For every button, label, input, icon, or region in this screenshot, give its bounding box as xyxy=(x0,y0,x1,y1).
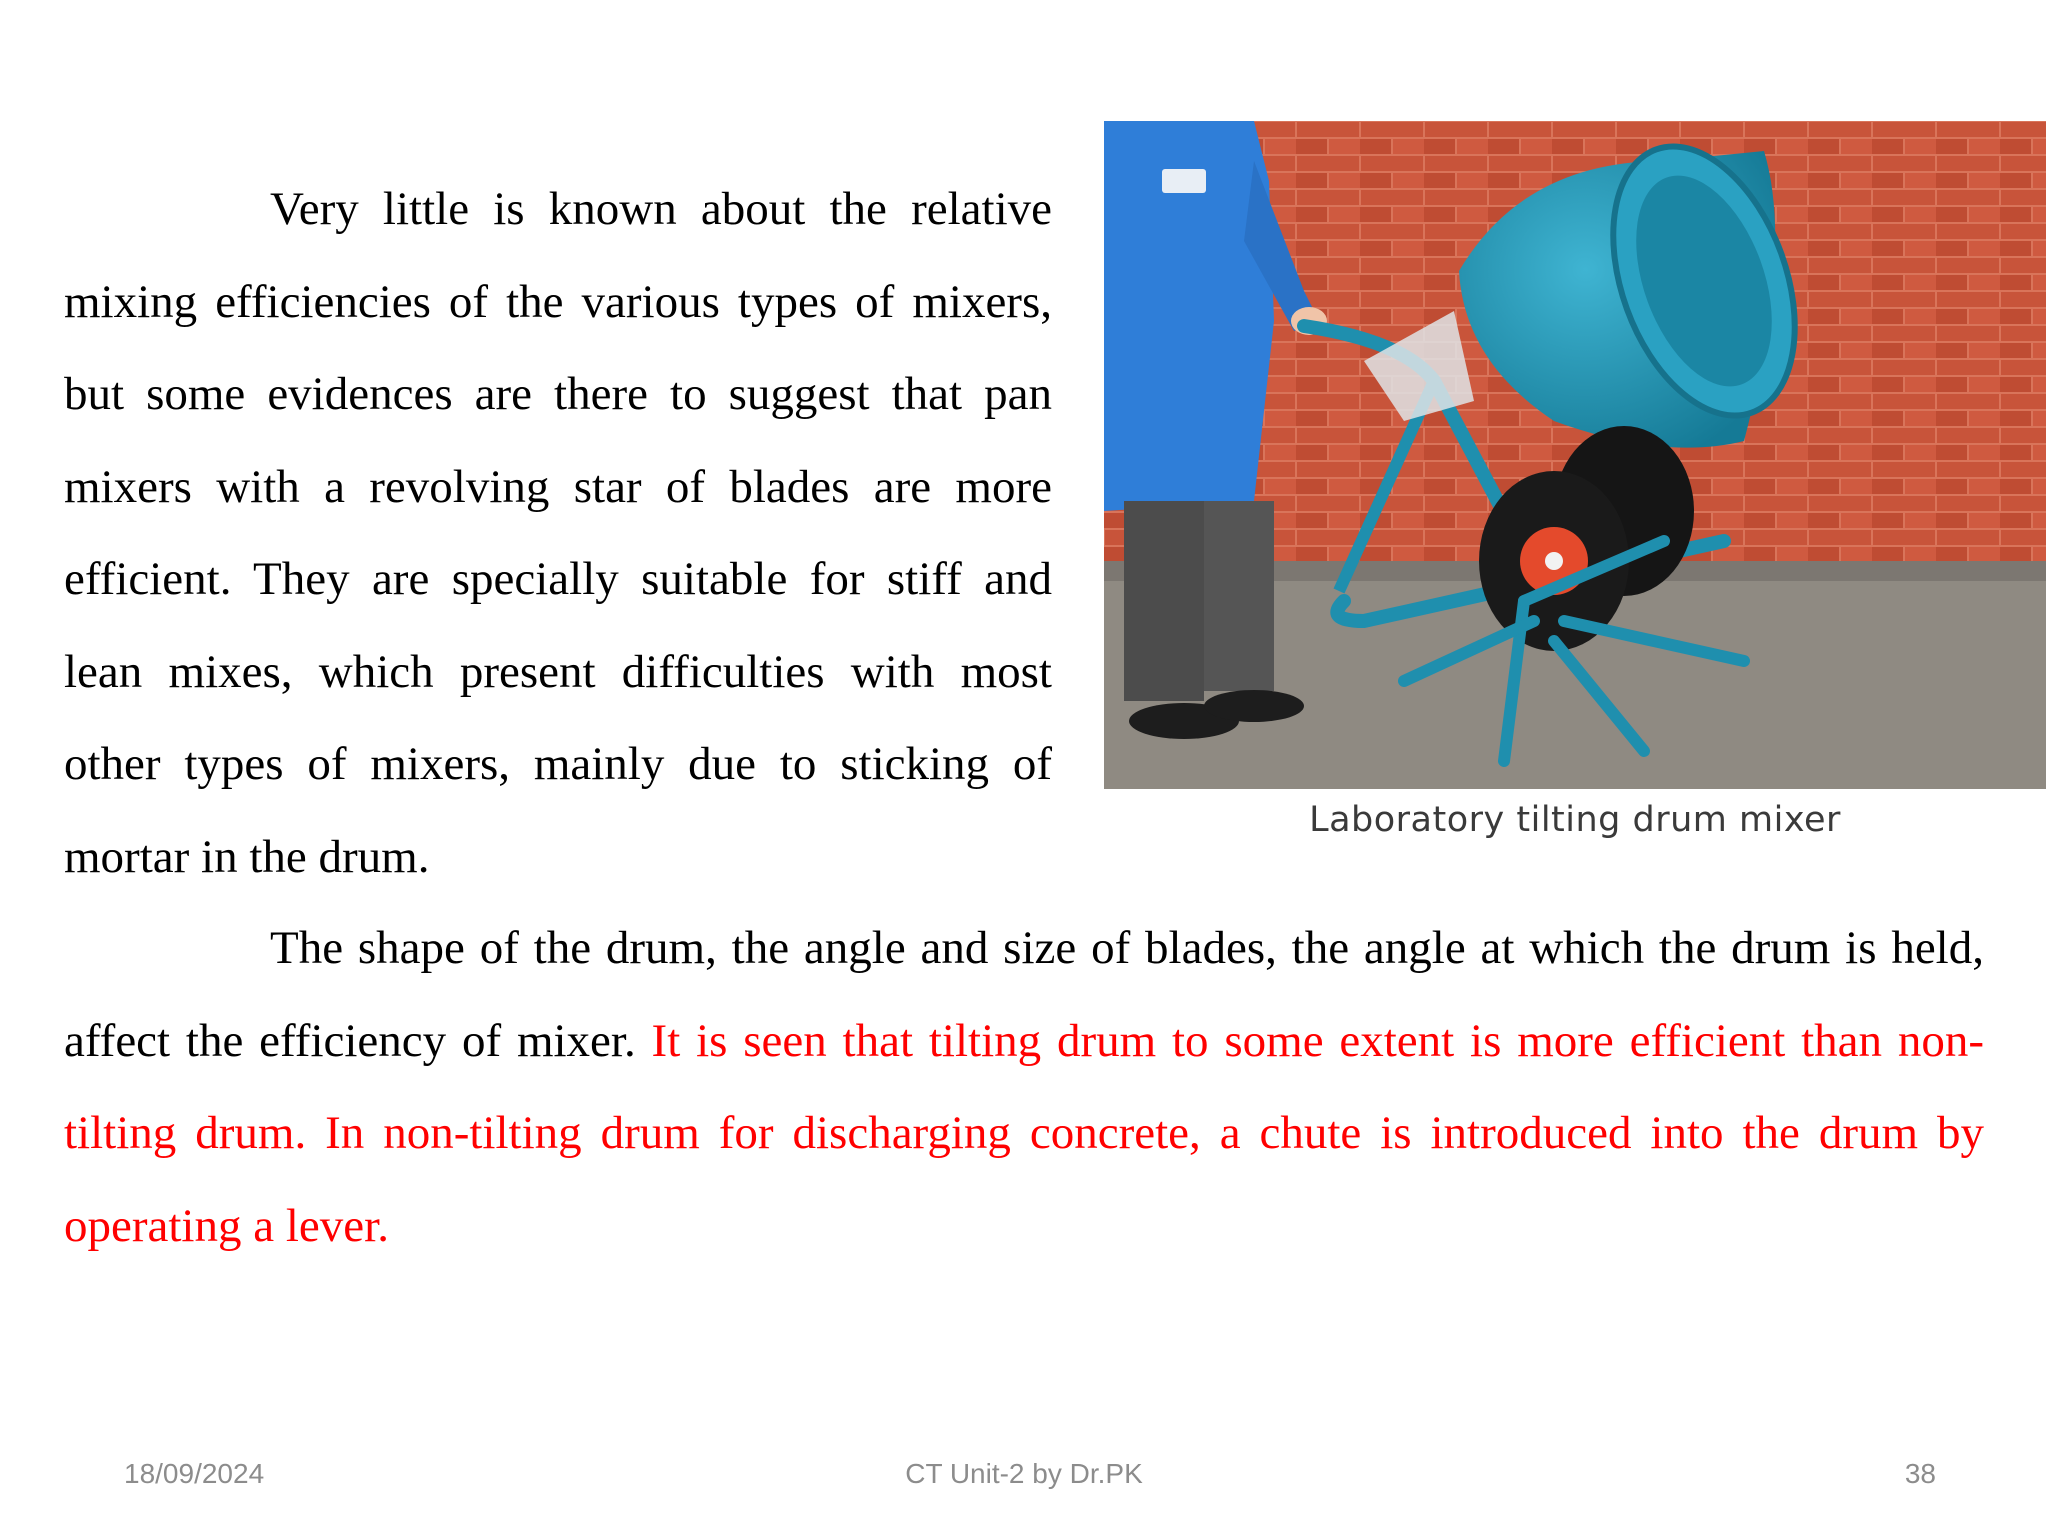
figure-caption: Laboratory tilting drum mixer xyxy=(1309,800,1841,840)
page-number: 38 xyxy=(1904,1458,1936,1489)
footer-title: CT Unit-2 by Dr.PK xyxy=(905,1458,1143,1489)
intro-paragraph: Very little is known about the relative mixing efficiencies of the various types of mixers, but some evidences are there to suggest that pan mixers with a revolving star of blades are more efficient. They are specially suitable for stiff and lean mixes, which present difficulties with most other types of mixers, mainly due to sticking of mortar in the drum. xyxy=(64,183,1052,883)
highlighted-text: It is seen that tilting drum to some extent is more efficient than non-tilting drum. In non-tilting drum for discharging concrete, a chute is introduced into the drum by operating a lever. xyxy=(64,1014,1984,1252)
drum-paragraph xyxy=(64,902,1984,1272)
footer-date: 18/09/2024 xyxy=(124,1458,265,1489)
drum-paragraph-text: The shape of the drum, the angle and size of blades, the angle at which the drum is held, affect the efficiency of mixer. xyxy=(64,922,1984,1067)
mixer-photo xyxy=(1104,121,2046,789)
